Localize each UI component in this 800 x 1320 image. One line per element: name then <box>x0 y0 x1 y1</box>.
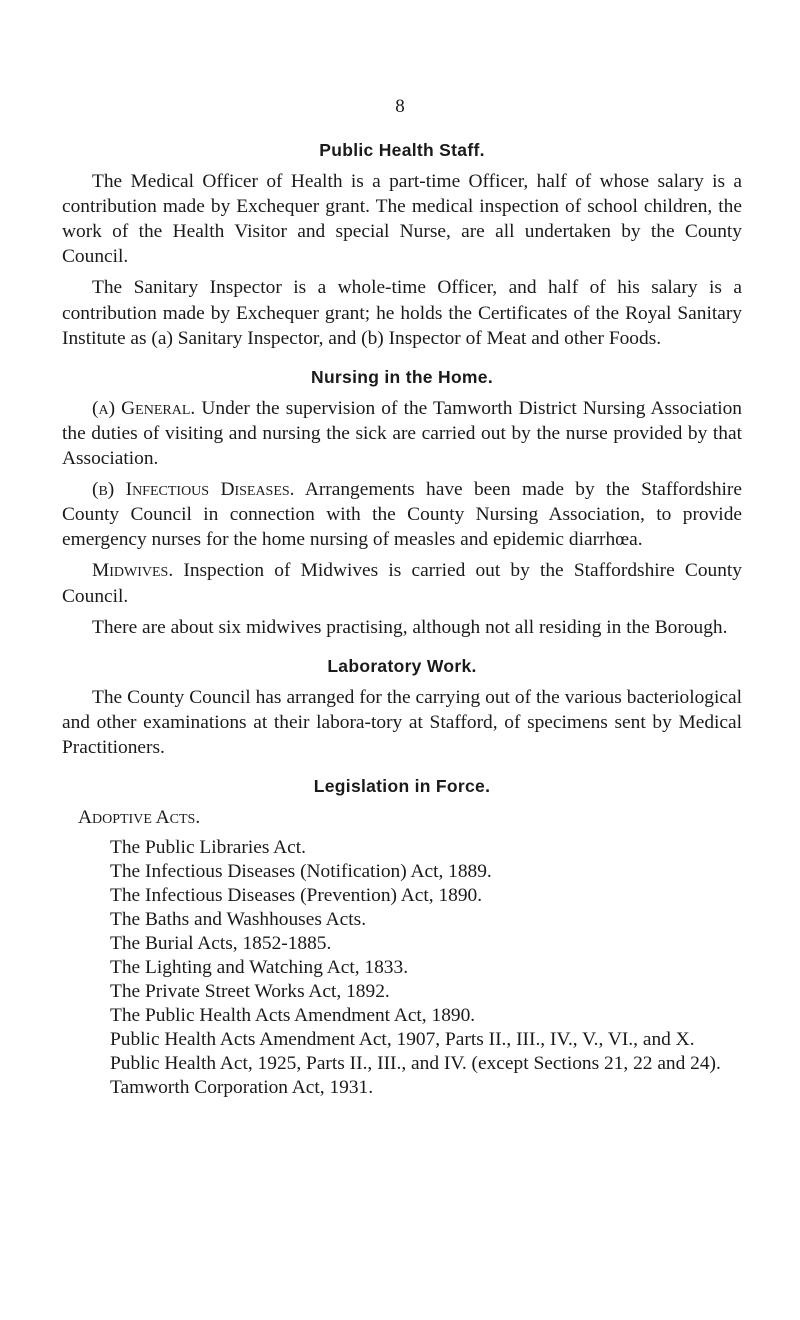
label-midwives: Midwives. <box>92 560 174 582</box>
section-public-health-staff <box>62 138 742 351</box>
list-item: The Baths and Washhouses Acts. <box>110 909 367 931</box>
paragraph-general-nursing <box>62 396 742 471</box>
heading-nursing-in-the-home: Nursing in the Home. <box>311 366 493 387</box>
list-item: The Private Street Works Act, 1892. <box>110 981 390 1003</box>
list-item: The Infectious Diseases (Notification) Act, 1889. <box>110 861 492 883</box>
list-item: Tamworth Corporation Act, 1931. <box>110 1077 374 1099</box>
text-infectious-diseases: Arrangements have been made by the Staffordshire County Council in connection with the County Nursing Association, to provide emergency nurses for the home nursing of measles and epidemic diarrhœa. <box>62 479 742 551</box>
list-item: The Public Libraries Act. <box>110 837 307 859</box>
paragraph-medical-officer: The Medical Officer of Health is a part-time Officer, half of whose salary is a contribution made by Exchequer grant. The medical inspection of school children, the work of the Health Visitor and special Nurse, are all undertaken by the County Council. <box>62 171 742 268</box>
paragraph-midwives-practising: There are about six midwives practising, although not all residing in the Borough. <box>92 616 728 638</box>
heading-legislation-in-force: Legislation in Force. <box>313 776 491 797</box>
section-legislation-in-force <box>62 774 742 1100</box>
label-infectious-diseases: (b) Infectious Diseases. <box>92 479 295 501</box>
list-item: The Public Health Acts Amendment Act, 1890. <box>110 1005 476 1027</box>
list-item: The Burial Acts, 1852-1885. <box>110 933 332 955</box>
text-general: Under the supervision of the Tamworth District Nursing Association the duties of visiting and nursing the sick are carried out by the nurse provided by that Association. <box>62 397 742 470</box>
subheading-adoptive-acts: Adoptive Acts. <box>78 807 201 829</box>
heading-laboratory-work: Laboratory Work. <box>327 655 477 676</box>
section-laboratory-work <box>62 654 742 760</box>
paragraph-laboratory: The County Council has arranged for the carrying out of the various bacteriological and other examinations at their labora-tory at Stafford, of specimens sent by Medical Practitioners. <box>62 686 742 758</box>
section-nursing-in-the-home <box>62 365 742 640</box>
paragraph-sanitary-inspector: The Sanitary Inspector is a whole-time Officer, and half of his salary is a contribution made by Exchequer grant; he holds the Certificates of the Royal Sanitary Institute as (a) Sanitary Inspector, and (b) Inspector of Meat and other Foods. <box>62 277 742 349</box>
list-item: Public Health Acts Amendment Act, 1907, Parts II., III., IV., V., VI., and X. <box>110 1029 695 1051</box>
text-midwives: Inspection of Midwives is carried out by the Staffordshire County Council. <box>62 560 742 607</box>
list-item: The Lighting and Watching Act, 1833. <box>110 957 409 979</box>
paragraph-midwives <box>62 558 742 608</box>
list-item: The Infectious Diseases (Prevention) Act, 1890. <box>110 885 483 907</box>
label-general: (a) General. <box>92 397 196 419</box>
page-number: 8 <box>395 96 405 117</box>
page-content <box>62 138 742 1100</box>
list-item: Public Health Act, 1925, Parts II., III., and IV. (except Sections 21, 22 and 24). <box>110 1053 721 1075</box>
paragraph-infectious-diseases <box>62 477 742 552</box>
heading-public-health-staff: Public Health Staff. <box>319 140 485 160</box>
acts-list <box>110 836 742 1100</box>
